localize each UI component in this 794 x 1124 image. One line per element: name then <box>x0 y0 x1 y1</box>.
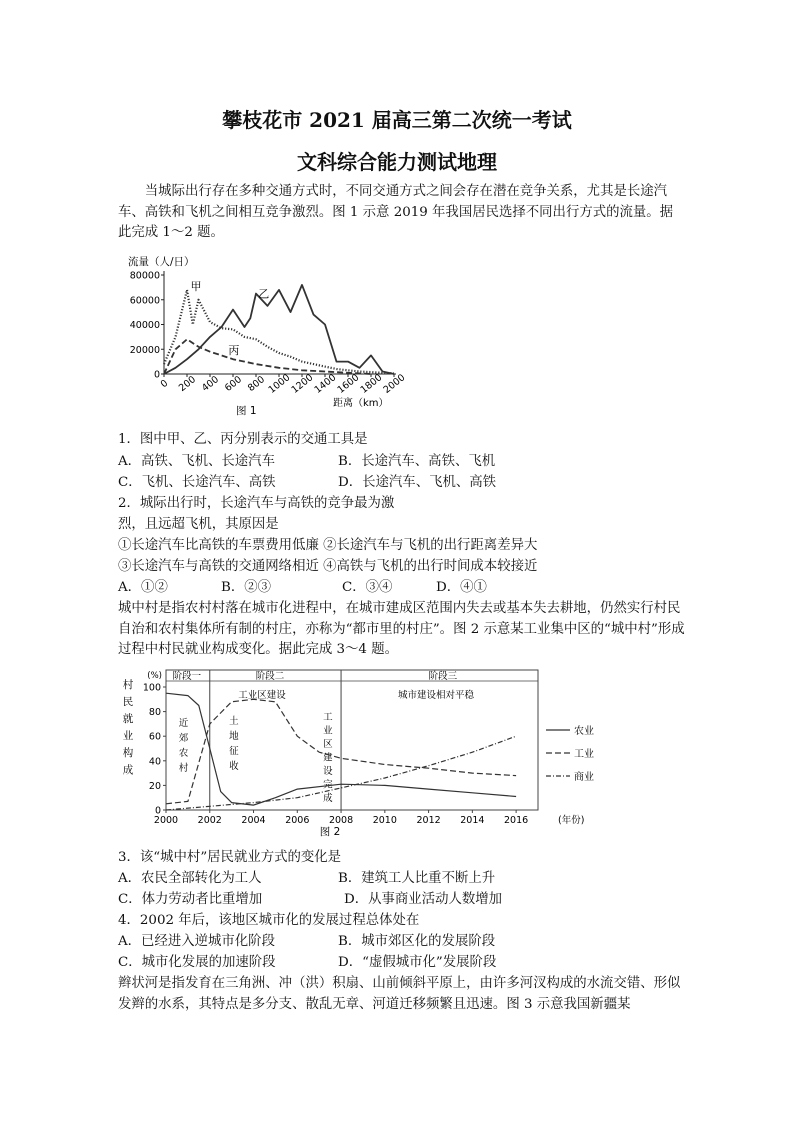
fig1-x-tick-label: 600 <box>222 374 244 394</box>
fig2-annotation-char: 郊 <box>178 733 189 744</box>
intro-paragraph-1: 当城际出行存在多种交通方式时，不同交通方式之间会存在潜在竞争关系，尤其是长途汽车、高铁和飞机之间相互竞争激烈。图 1 示意 2019 年我国居民选择不同出行方式的流量。据此完成 1～2 题。 <box>118 184 674 240</box>
fig2-y-tick-label: 20 <box>148 780 161 792</box>
q1-option-d[interactable]: D．长途汽车、飞机、高铁 <box>338 475 497 490</box>
fig2-y-tick-label: 60 <box>148 731 161 743</box>
q3-option-a[interactable]: A．农民全部转化为工人 <box>118 871 262 886</box>
fig2-annotation-char: 区 <box>323 739 333 750</box>
fig2-x-tick-label: 2016 <box>504 815 529 826</box>
fig1-y-tick-label: 20000 <box>129 344 160 356</box>
fig2-annotation-char: 地 <box>229 731 239 742</box>
fig2-x-tick-label: 2014 <box>460 815 485 826</box>
fig1-x-tick-label: 800 <box>245 374 267 394</box>
q4-option-d[interactable]: D．“虚假城市化”发展阶段 <box>338 955 497 970</box>
fig1-x-tick-label: 400 <box>199 374 221 394</box>
fig2-xlabel: (年份) <box>558 815 585 826</box>
q1-stem: 1．图中甲、乙、丙分别表示的交通工具是 <box>118 432 368 447</box>
fig2-annotation-char: 工 <box>323 712 333 723</box>
intro-paragraph-2: 城中村是指农村村落在城市化进程中，在城市建成区范围内失去或基本失去耕地，仍然实行村民自治和农村集体所有制的村庄，亦称为“都市里的村庄”。图 2 示意某工业集中区的“城中村”形成过程中村民就业构成变化。据此完成 3～4 题。 <box>118 601 685 657</box>
fig2-annotation-char: 村 <box>178 763 189 774</box>
fig2-x-tick-label: 2002 <box>197 815 222 826</box>
fig1-y-tick-label: 60000 <box>129 295 160 307</box>
fig2-y-unit: (%) <box>147 671 162 681</box>
q4-option-b[interactable]: B．城市郊区化的发展阶段 <box>338 934 496 949</box>
fig1-series-label: 甲 <box>190 279 202 293</box>
fig2-x-tick-label: 2008 <box>328 815 354 826</box>
fig2-y-tick-label: 0 <box>154 805 161 817</box>
q2-stem-2: 烈，且远超飞机，其原因是 <box>118 517 279 532</box>
fig1-y-tick-label: 80000 <box>129 270 160 282</box>
fig2-ylabel-char: 构 <box>122 747 134 759</box>
fig2-annotation-char: 完 <box>323 779 333 791</box>
fig2-x-tick-label: 2004 <box>241 815 266 826</box>
page-subtitle: 文科综合能力测试地理 <box>297 150 497 174</box>
fig2-ylabel-char: 村 <box>122 679 134 691</box>
fig2-caption: 图 2 <box>319 826 341 838</box>
fig1-x-tick-label: 1000 <box>266 372 293 396</box>
fig1-x-tick-label: 1400 <box>312 372 339 396</box>
fig1-x-tick-label: 2000 <box>381 372 408 396</box>
fig1-caption: 图 1 <box>236 405 257 417</box>
q2-option-c[interactable]: C．③④ <box>342 580 393 595</box>
fig2-legend-label: 商业 <box>574 772 594 783</box>
fig2-annotation: 工业区建设 <box>238 690 286 701</box>
fig1-x-tick-label: 1200 <box>289 372 316 396</box>
q2-stem-1: 2．城际出行时，长途汽车与高铁的竞争最为激 <box>118 496 395 511</box>
q2-statements-2: ③长途汽车与高铁的交通网络相近 ④高铁与飞机的出行时间成本较接近 <box>118 559 538 574</box>
fig2-stage-label: 阶段三 <box>428 671 458 682</box>
fig2-y-tick-label: 100 <box>142 682 161 694</box>
fig1-xlabel: 距离（km） <box>333 398 389 409</box>
figure-2 <box>118 662 618 840</box>
fig2-ylabel-char: 成 <box>122 764 134 776</box>
fig2-annotation-char: 设 <box>323 766 333 777</box>
q2-option-d[interactable]: D．④① <box>436 580 487 595</box>
fig1-series-label: 丙 <box>228 344 240 358</box>
fig2-ylabel-char: 民 <box>122 696 134 708</box>
fig2-annotation-char: 征 <box>229 746 239 757</box>
fig2-annotation-char: 成 <box>323 793 333 804</box>
intro-paragraph-3: 辫状河是指发育在三角洲、冲（洪）积扇、山前倾斜平原上，由许多河汊构成的水流交错、形似发辫的水系，其特点是多分支、散乱无章、河道迁移频繁且迅速。图 3 示意我国新疆某 <box>118 976 681 1012</box>
fig2-legend-label: 农业 <box>574 726 594 737</box>
fig1-x-tick-label: 200 <box>176 374 198 394</box>
page-title: 攀枝花市 2021 届高三第二次统一考试 <box>222 108 572 132</box>
fig2-annotation: 城市建设相对平稳 <box>397 690 474 701</box>
fig1-series-label: 乙 <box>258 287 270 301</box>
fig2-annotation-char: 建 <box>323 752 333 764</box>
fig1-series-line <box>164 290 394 374</box>
figure-1 <box>118 248 418 423</box>
q4-option-a[interactable]: A．已经进入逆城市化阶段 <box>118 934 275 949</box>
fig2-legend-label: 工业 <box>574 749 594 760</box>
q1-option-a[interactable]: A．高铁、飞机、长途汽车 <box>118 454 275 469</box>
fig2-x-tick-label: 2000 <box>153 815 179 826</box>
fig2-x-tick-label: 2006 <box>285 815 310 826</box>
q3-option-d[interactable]: D．从事商业活动人数增加 <box>344 892 503 907</box>
fig2-y-tick-label: 40 <box>148 756 161 768</box>
fig2-ylabel-char: 就 <box>122 713 134 725</box>
q4-option-c[interactable]: C．城市化发展的加速阶段 <box>118 955 276 970</box>
fig2-annotation-char: 近 <box>178 718 189 729</box>
fig2-y-tick-label: 80 <box>148 707 161 719</box>
fig1-series-line <box>164 285 394 374</box>
fig2-x-tick-label: 2012 <box>416 815 441 826</box>
fig1-ylabel: 流量（人/日） <box>128 256 195 268</box>
fig1-x-tick-label: 1800 <box>358 372 385 396</box>
fig2-frame <box>166 670 538 810</box>
fig1-x-tick-label: 0 <box>158 377 171 391</box>
fig2-stage-label: 阶段一 <box>172 671 202 682</box>
fig2-ylabel-char: 业 <box>122 730 134 742</box>
q3-option-c[interactable]: C．体力劳动者比重增加 <box>118 892 263 907</box>
q2-statements-1: ①长途汽车比高铁的车票费用低廉 ②长途汽车与飞机的出行距离差异大 <box>118 538 538 553</box>
fig2-x-tick-label: 2010 <box>372 815 397 826</box>
q2-option-b[interactable]: B．②③ <box>221 580 272 595</box>
q3-stem: 3．该“城中村”居民就业方式的变化是 <box>118 850 342 865</box>
fig1-y-tick-label: 40000 <box>129 320 160 331</box>
q3-option-b[interactable]: B．建筑工人比重不断上升 <box>338 871 496 886</box>
fig2-stage-label: 阶段二 <box>255 671 285 682</box>
q1-option-b[interactable]: B．长途汽车、高铁、飞机 <box>338 454 496 469</box>
fig2-annotation-char: 农 <box>178 748 189 759</box>
q4-stem: 4．2002 年后，该地区城市化的发展过程总体处在 <box>118 913 420 928</box>
fig2-annotation-char: 收 <box>229 761 239 772</box>
fig1-x-tick-label: 1600 <box>335 372 362 396</box>
fig2-annotation-char: 土 <box>229 716 239 727</box>
fig2-annotation-char: 业 <box>323 725 333 737</box>
fig1-y-tick-label: 0 <box>153 369 160 381</box>
q2-option-a[interactable]: A．①② <box>118 580 168 595</box>
q1-option-c[interactable]: C．飞机、长途汽车、高铁 <box>118 475 276 490</box>
